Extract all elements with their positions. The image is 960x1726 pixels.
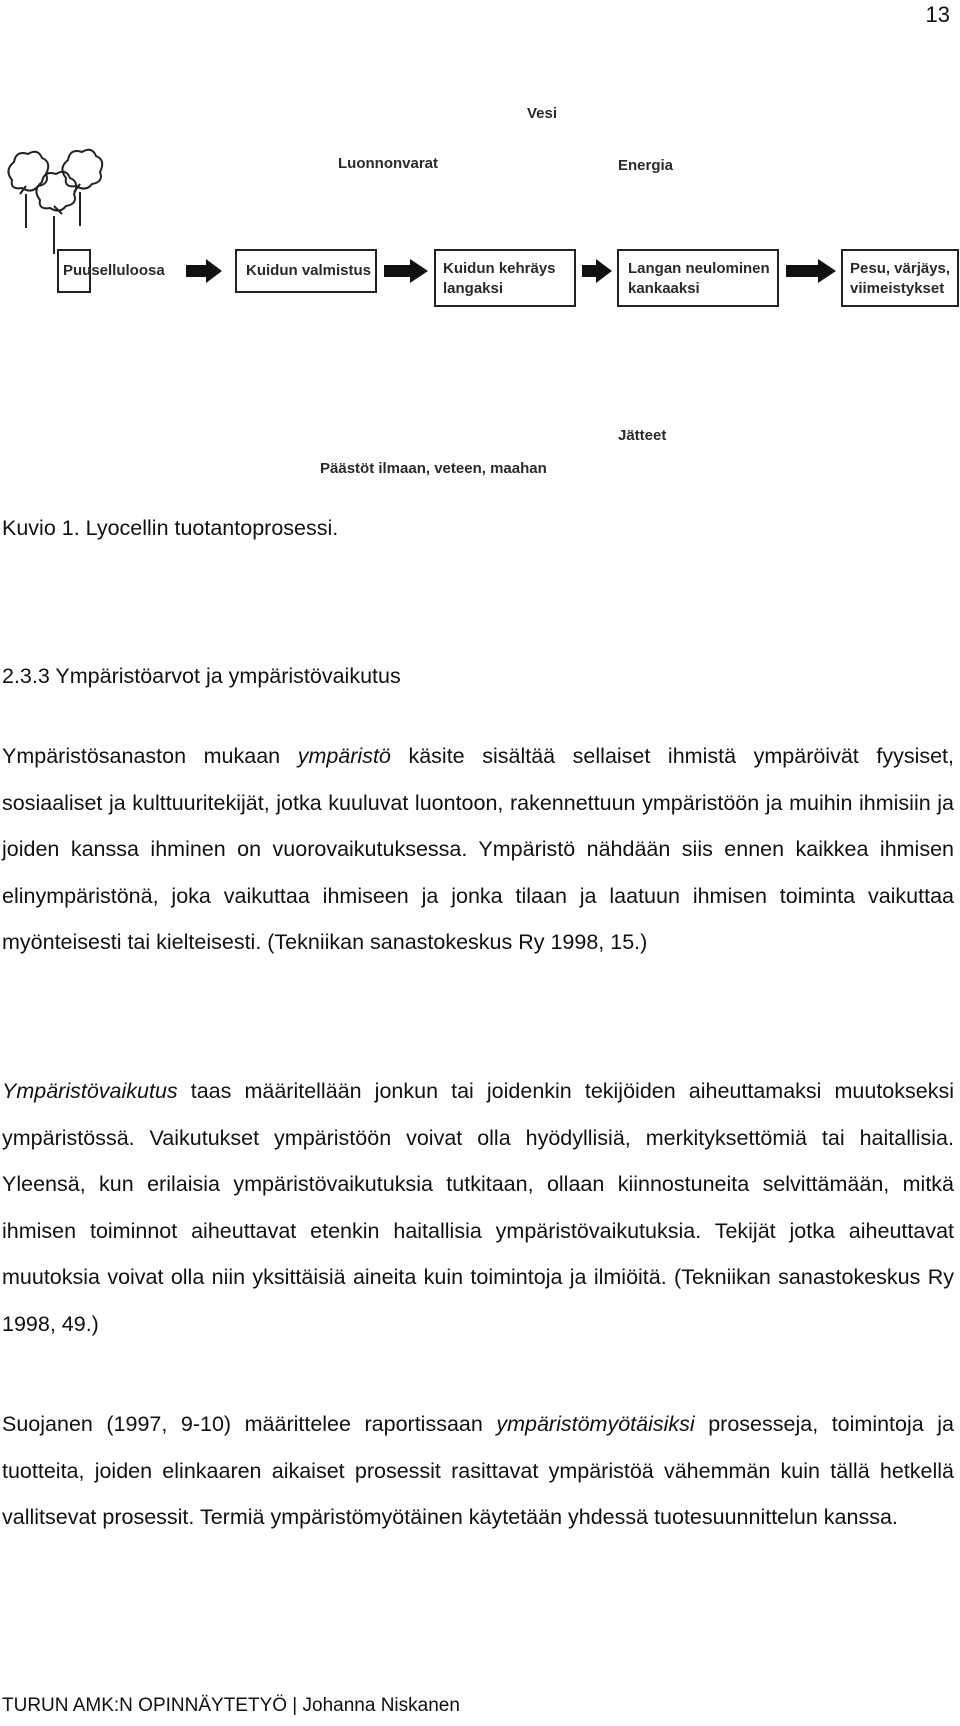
input-label-natural-resources: Luonnonvarat <box>338 155 438 172</box>
output-label-emissions: Päästöt ilmaan, veteen, maahan <box>320 460 547 477</box>
step-3-label-line2: langaksi <box>443 280 504 297</box>
figure-caption: Kuvio 1. Lyocellin tuotantoprosessi. <box>2 516 339 540</box>
paragraph-1-text-b: käsite sisältää sellaiset ihmistä ympäröivät fyysiset, sosiaaliset ja kulttuuritekijät, jotka kuuluvat luontoon, rakennettuun ympäristöön ja muihin ihmisiin ja joiden kanssa ihminen on vuorovaikutuksessa. Ympäristö nähdään siis ennen kaikkea ihmisen elinympäristönä, joka vaikuttaa ihmiseen ja jonka tilaan ja laatuun ihmisen toiminta vaikuttaa myönteisesti tai kielteisesti. (Tekniikan sanastokeskus Ry 1998, 15.) <box>2 744 954 954</box>
paragraph-3-text-a: Suojanen (1997, 9-10) määrittelee raportissaan <box>2 1412 497 1436</box>
arrow-icon <box>186 259 222 283</box>
section-heading: 2.3.3 Ympäristöarvot ja ympäristövaikutus <box>2 664 401 688</box>
process-diagram-svg <box>0 90 960 490</box>
step-box-5 <box>842 250 958 306</box>
paragraph-3-term: ympäristömyötäisiksi <box>496 1412 695 1436</box>
step-2-label: Kuidun valmistus <box>246 262 372 279</box>
input-label-energy: Energia <box>618 157 674 174</box>
arrow-icon <box>384 259 428 283</box>
trees-icon <box>8 150 102 254</box>
step-5-label-line1: Pesu, värjäys, <box>850 260 951 277</box>
paragraph-1-text-a: Ympäristösanaston mukaan <box>2 744 298 768</box>
step-3-label-line1: Kuidun kehräys <box>443 260 556 277</box>
input-label-water: Vesi <box>527 105 558 122</box>
paragraph-2-term: Ympäristövaikutus <box>2 1079 178 1103</box>
arrow-icon <box>786 259 836 283</box>
paragraph-1-term: ympäristö <box>297 744 391 768</box>
page-number: 13 <box>925 2 950 27</box>
step-4-label-line1: Langan neulominen <box>628 260 770 277</box>
paragraph-3-text-b: prosesseja, toimintoja ja tuotteita, joiden elinkaaren aikaiset prosessit rasittavat ympäristöä vähemmän kuin tällä hetkellä vallitsevat prosessit. Termiä ympäristömyötäinen käytetään yhdessä tuotesuunnittelun kanssa. <box>2 1412 954 1529</box>
step-box-4 <box>618 250 778 306</box>
step-1-label: Puuselluloosa <box>63 262 165 279</box>
step-5-label-line2: viimeistykset <box>850 280 945 297</box>
page-footer: TURUN AMK:N OPINNÄYTETYÖ | Johanna Niskanen <box>2 1695 460 1716</box>
step-4-label-line2: kankaaksi <box>628 280 700 297</box>
paragraph-2 <box>2 1068 954 1347</box>
paragraph-1 <box>2 733 954 966</box>
step-box-3 <box>435 250 575 306</box>
process-diagram <box>0 90 960 490</box>
paragraph-3 <box>2 1401 954 1541</box>
output-label-waste: Jätteet <box>618 427 667 444</box>
paragraph-2-text: taas määritellään jonkun tai joidenkin tekijöiden aiheuttamaksi muutokseksi ympäristössä. Vaikutukset ympäristöön voivat olla hyödyllisiä, merkityksettömiä tai haitallisia. Yleensä, kun erilaisia ympäristövaikutuksia tutkitaan, ollaan kiinnostuneita selvittämään, mitkä ihmisen toiminnot aiheuttavat etenkin haitallisia ympäristövaikutuksia. Tekijät jotka aiheuttavat muutoksia voivat olla niin yksittäisiä aineita kuin toimintoja ja ilmiöitä. (Tekniikan sanastokeskus Ry 1998, 49.) <box>2 1079 954 1336</box>
arrow-icon <box>582 259 612 283</box>
